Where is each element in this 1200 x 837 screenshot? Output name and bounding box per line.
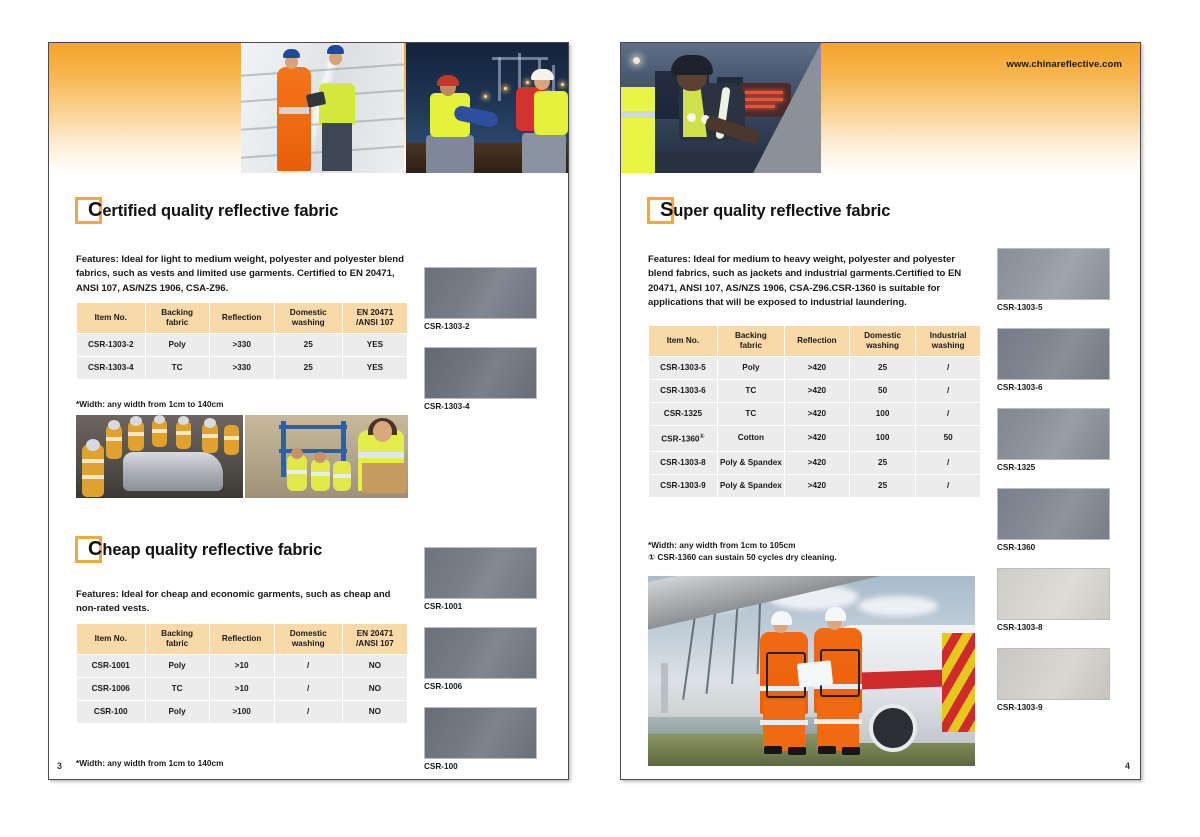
table-row	[77, 655, 407, 677]
section-initial: C	[88, 199, 103, 221]
th-industrial: Industrial washing	[916, 326, 980, 356]
website-url[interactable]: www.chinareflective.com	[1006, 59, 1122, 70]
table-row	[649, 357, 980, 379]
section-heading-certified	[75, 197, 338, 224]
cell-reflection: >420	[785, 357, 849, 379]
swatch-csr-1360	[997, 488, 1110, 552]
swatch-chip	[424, 707, 537, 759]
swatch-label: CSR-1303-2	[424, 322, 470, 331]
swatch-csr-1303-5	[997, 248, 1110, 312]
page-right	[620, 42, 1141, 780]
th-backing: Backing fabric	[146, 303, 209, 333]
th-domestic: Domestic washing	[850, 326, 915, 356]
cell-domestic: 25	[275, 357, 342, 379]
cell-reflection: >100	[210, 701, 274, 723]
cell-industrial: /	[916, 452, 980, 474]
swatch-csr-100	[424, 707, 537, 771]
th-reflection: Reflection	[210, 303, 274, 333]
swatch-label: CSR-1360	[997, 543, 1036, 552]
cell-reflection: >10	[210, 655, 274, 677]
swatch-chip	[424, 627, 537, 679]
section-initial: C	[88, 538, 103, 560]
cell-domestic: /	[275, 655, 342, 677]
cell-industrial: /	[916, 403, 980, 425]
drycleaning-note-super: ① CSR-1360 can sustain 50 cycles dry cleaning.	[648, 552, 837, 562]
table-row	[649, 475, 980, 497]
cell-domestic: /	[275, 678, 342, 700]
cell-item-no: CSR-1303-5	[649, 357, 717, 379]
cell-item-no: CSR-1303-6	[649, 380, 717, 402]
photo-rescue-firefighters	[76, 415, 243, 498]
photo-bridge-maintenance	[648, 576, 975, 766]
cell-item-no: CSR-1303-2	[77, 334, 145, 356]
width-note-cheap: *Width: any width from 1cm to 140cm	[76, 758, 224, 768]
cell-reflection: >420	[785, 380, 849, 402]
swatch-label: CSR-1006	[424, 682, 463, 691]
table-row	[649, 452, 980, 474]
th-item-no: Item No.	[77, 303, 145, 333]
cell-domestic: 100	[850, 426, 915, 451]
cell-backing: Poly	[718, 357, 784, 379]
cell-reflection: >330	[210, 357, 274, 379]
page-number-right: 4	[1124, 761, 1130, 771]
cell-item-no	[649, 426, 717, 451]
th-backing: Backing fabric	[146, 624, 209, 654]
features-text-cheap: Features: Ideal for cheap and economic garments, such as cheap and non-rated vests.	[76, 589, 391, 615]
cell-item-no: CSR-1303-8	[649, 452, 717, 474]
cell-reflection: >10	[210, 678, 274, 700]
cell-backing: TC	[146, 678, 209, 700]
cell-backing: Poly	[146, 334, 209, 356]
swatch-csr-1303-4	[424, 347, 537, 411]
swatch-label: CSR-1325	[997, 463, 1036, 472]
section-title-super	[660, 199, 890, 222]
cell-reflection: >420	[785, 426, 849, 451]
swatch-chip	[424, 347, 537, 399]
th-standard: EN 20471 /ANSI 107	[343, 303, 407, 333]
photo-banner-workers-wall	[241, 43, 404, 173]
cell-backing: Cotton	[718, 426, 784, 451]
table-header-row	[649, 326, 980, 356]
cell-standard: NO	[343, 678, 407, 700]
table-row	[649, 403, 980, 425]
swatch-label: CSR-1303-6	[997, 383, 1043, 392]
table-row	[77, 334, 407, 356]
cell-domestic: 25	[850, 475, 915, 497]
swatch-label: CSR-100	[424, 762, 458, 771]
table-header-row	[77, 303, 407, 333]
features-text-certified: Features: Ideal for light to medium weight, polyester and polyester blend fabrics, such as vests and limited use garments. Certified to EN 20471, ANSI 107, AS/NZS 1906, CSA-Z96.	[76, 254, 404, 294]
section-heading-cheap	[75, 536, 322, 563]
cell-reflection: >330	[210, 334, 274, 356]
right-page-banner	[621, 43, 1140, 173]
features-text-super: Features: Ideal for medium to heavy weight, polyester and polyester blend fabrics, such as jackets and industrial garments.Certified to EN 20471, ANSI 107, AS/NZS 1906, CSA-Z96.CSR-1360 is suitable for applications that will be exposed to industrial laundering.	[648, 254, 962, 309]
cell-standard: NO	[343, 655, 407, 677]
swatch-label: CSR-1303-9	[997, 703, 1043, 712]
section-initial: S	[660, 199, 674, 221]
swatch-chip	[997, 408, 1110, 460]
section-heading-super	[647, 197, 890, 224]
cell-item-no: CSR-1303-9	[649, 475, 717, 497]
photo-banner-port-dusk	[406, 43, 568, 173]
cell-domestic: 25	[850, 357, 915, 379]
cell-standard: YES	[343, 357, 407, 379]
swatch-chip	[997, 648, 1110, 700]
th-reflection: Reflection	[210, 624, 274, 654]
swatch-chip	[997, 568, 1110, 620]
th-item-no: Item No.	[649, 326, 717, 356]
cell-industrial: /	[916, 380, 980, 402]
swatch-csr-1006	[424, 627, 537, 691]
cell-backing: TC	[718, 380, 784, 402]
cell-backing: Poly & Spandex	[718, 452, 784, 474]
cell-industrial: 50	[916, 426, 980, 451]
cell-reflection: >420	[785, 475, 849, 497]
left-page-banner	[49, 43, 568, 173]
swatch-csr-1001	[424, 547, 537, 611]
cell-backing: Poly	[146, 701, 209, 723]
swatch-label: CSR-1001	[424, 602, 463, 611]
cell-domestic: 50	[850, 380, 915, 402]
cell-item-no: CSR-1001	[77, 655, 145, 677]
th-reflection: Reflection	[785, 326, 849, 356]
photo-banner-cyclist-dusk	[621, 43, 821, 173]
cell-item-no: CSR-1006	[77, 678, 145, 700]
cell-backing: Poly & Spandex	[718, 475, 784, 497]
cell-domestic: 25	[275, 334, 342, 356]
page-left	[48, 42, 569, 780]
spec-table-certified	[76, 302, 408, 380]
th-domestic: Domestic washing	[275, 303, 342, 333]
swatch-chip	[997, 248, 1110, 300]
cell-industrial: /	[916, 475, 980, 497]
width-note-super: *Width: any width from 1cm to 105cm	[648, 540, 796, 550]
swatch-csr-1303-8	[997, 568, 1110, 632]
th-item-no: Item No.	[77, 624, 145, 654]
cell-reflection: >420	[785, 403, 849, 425]
th-backing: Backing fabric	[718, 326, 784, 356]
section-title-rest: uper quality reflective fabric	[673, 202, 891, 220]
cell-backing: TC	[718, 403, 784, 425]
swatch-chip	[997, 328, 1110, 380]
cell-item-no: CSR-1303-4	[77, 357, 145, 379]
swatch-label: CSR-1303-4	[424, 402, 470, 411]
table-row	[77, 701, 407, 723]
cell-domestic: 25	[850, 452, 915, 474]
section-title-rest: heap quality reflective fabric	[102, 541, 323, 559]
cell-item-no: CSR-1325	[649, 403, 717, 425]
cell-item-no-text: CSR-1360	[661, 434, 700, 444]
swatch-csr-1303-2	[424, 267, 537, 331]
swatch-csr-1303-9	[997, 648, 1110, 712]
section-title-rest: ertified quality reflective fabric	[102, 202, 339, 220]
section-title-cheap	[88, 538, 322, 561]
spec-table-cheap	[76, 623, 408, 724]
cell-item-no: CSR-100	[77, 701, 145, 723]
cell-backing: TC	[146, 357, 209, 379]
table-row	[77, 357, 407, 379]
cell-standard: YES	[343, 334, 407, 356]
cell-domestic: 100	[850, 403, 915, 425]
swatch-chip	[424, 267, 537, 319]
spec-table-super	[648, 325, 981, 498]
cell-industrial: /	[916, 357, 980, 379]
section-title-certified	[88, 199, 338, 222]
swatch-label: CSR-1303-8	[997, 623, 1043, 632]
swatch-csr-1303-6	[997, 328, 1110, 392]
footnote-marker: ①	[699, 434, 705, 440]
width-note-certified: *Width: any width from 1cm to 140cm	[76, 399, 224, 409]
page-number-left: 3	[57, 761, 63, 771]
cell-domestic: /	[275, 701, 342, 723]
swatch-chip	[424, 547, 537, 599]
swatch-chip	[997, 488, 1110, 540]
swatch-csr-1325	[997, 408, 1110, 472]
th-standard: EN 20471 /ANSI 107	[343, 624, 407, 654]
table-row	[649, 426, 980, 451]
table-header-row	[77, 624, 407, 654]
photo-warehouse-worker	[245, 415, 408, 498]
cell-backing: Poly	[146, 655, 209, 677]
cell-reflection: >420	[785, 452, 849, 474]
cell-standard: NO	[343, 701, 407, 723]
th-domestic: Domestic washing	[275, 624, 342, 654]
swatch-label: CSR-1303-5	[997, 303, 1043, 312]
table-row	[649, 380, 980, 402]
table-row	[77, 678, 407, 700]
